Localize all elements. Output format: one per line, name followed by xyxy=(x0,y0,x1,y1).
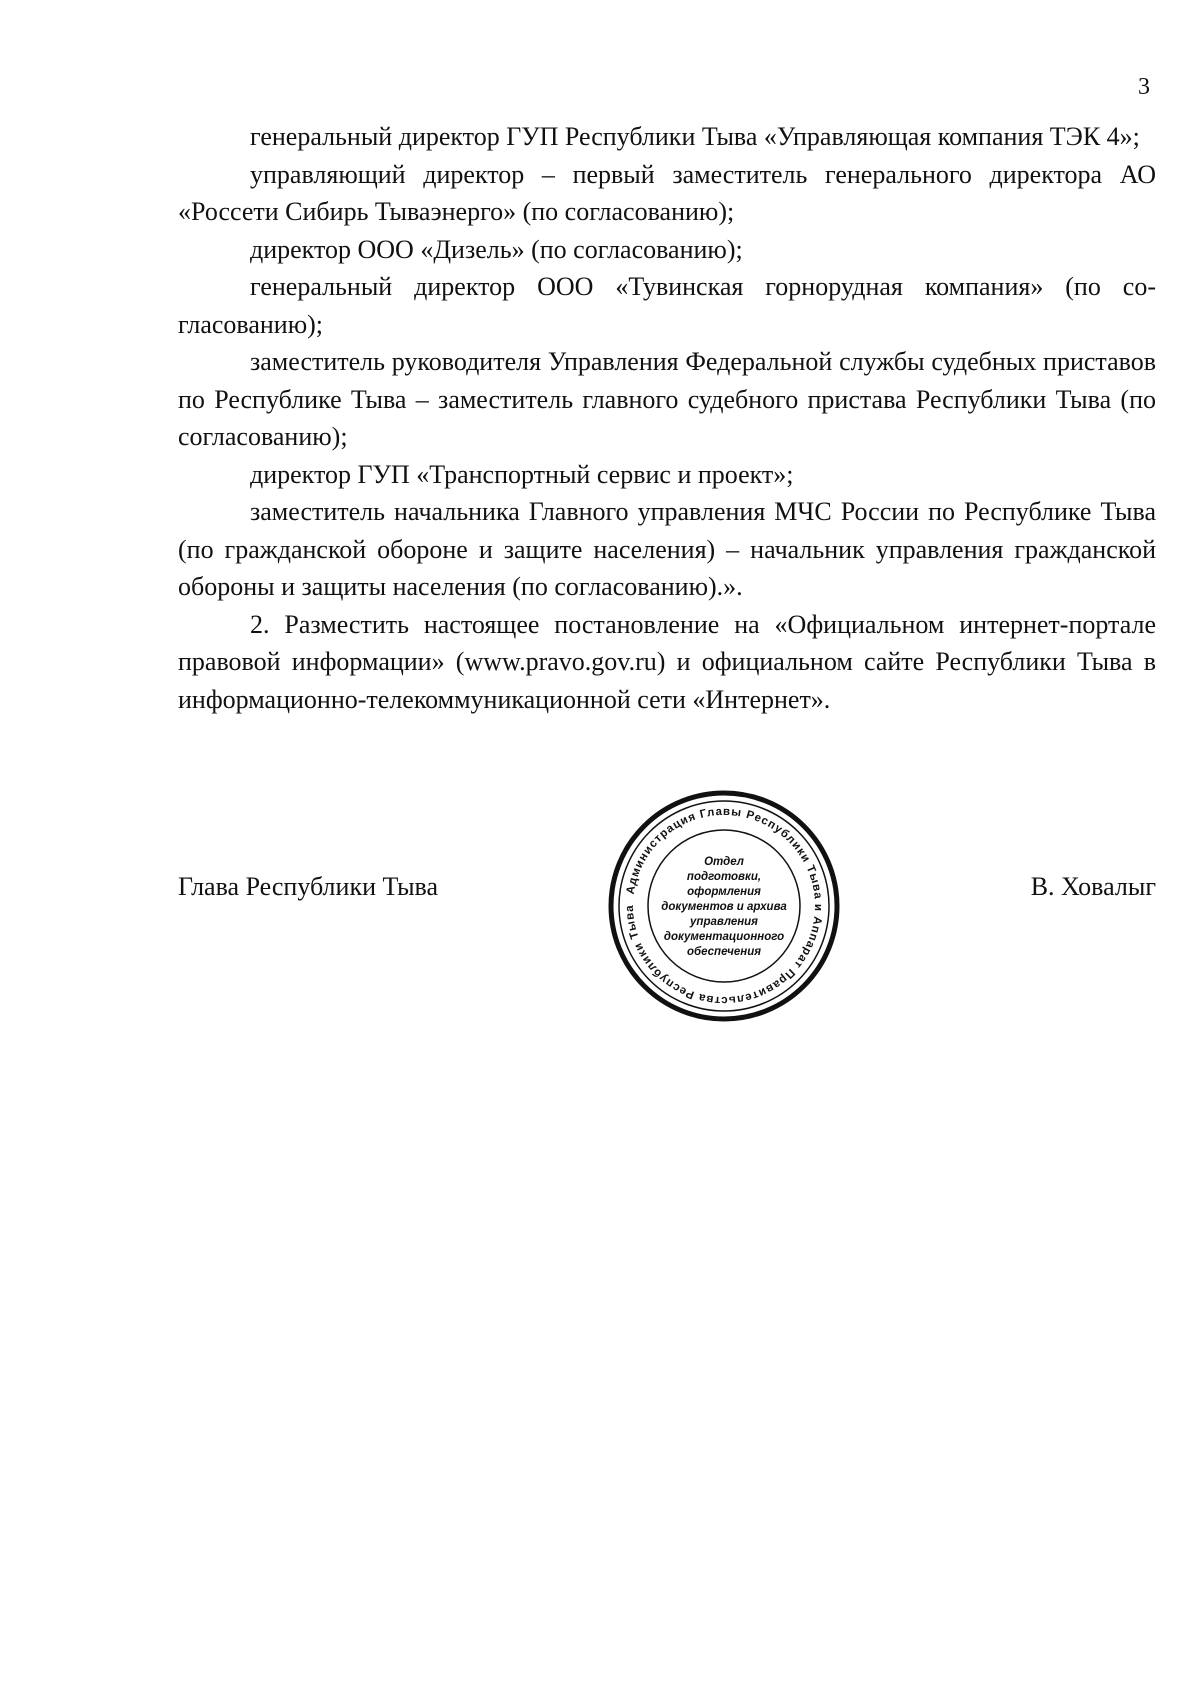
paragraph: заместитель руководителя Управления Федеральной службы судебных приставов по Республике Тыва – заместитель главного судебного пристава Республики Тыва (по согласованию); xyxy=(178,347,1156,451)
seal-center-line: управления xyxy=(690,916,758,928)
paragraph: генеральный директор ООО «Тувинская горнорудная компания» (по согласованию); xyxy=(178,272,1156,339)
seal-center-line: документационного xyxy=(663,931,785,943)
seal-center-line: подготовки, xyxy=(686,871,762,883)
official-seal-stamp xyxy=(606,788,842,1024)
signer-name: В. Ховалыг xyxy=(1030,872,1156,901)
document-body xyxy=(178,118,1156,718)
paragraph: управляющий директор – первый заместитель генерального директора АО «Россети Сибирь Тываэнерго» (по согласованию); xyxy=(178,159,1156,226)
paragraph: генеральный директор ГУП Республики Тыва «Управляющая компания ТЭК 4»; xyxy=(250,122,1140,151)
paragraph: заместитель начальника Главного управления МЧС России по Республике Тыва (по гражданской обороне и защите населения) – начальник управления гражданской обороны и защиты населения (по согласованию).». xyxy=(178,497,1156,601)
page-number: 3 xyxy=(1138,74,1150,100)
seal-center-line: оформления xyxy=(687,886,761,898)
seal-center-line: Отдел xyxy=(704,856,744,868)
signer-position: Глава Республики Тыва xyxy=(178,872,439,901)
paragraph: директор ООО «Дизель» (по согласованию); xyxy=(250,234,743,264)
seal-center-line: обеспечения xyxy=(686,946,762,958)
paragraph: 2. Разместить настоящее постановление на «Официальном интернет-портале правовой информации» (www.pravo.gov.ru) и официальном сайте Республики Тыва в информационно-телекоммуникационной сети «Интернет». xyxy=(178,609,1156,714)
seal-center-line: документов и архива xyxy=(661,901,787,913)
paragraph: директор ГУП «Транспортный сервис и проект»; xyxy=(250,459,794,489)
seal-ring-text: Администрация Главы Республики Тыва и Аппарат Правительства Республики Тыва xyxy=(623,805,825,1007)
seal-center-text xyxy=(661,856,787,958)
